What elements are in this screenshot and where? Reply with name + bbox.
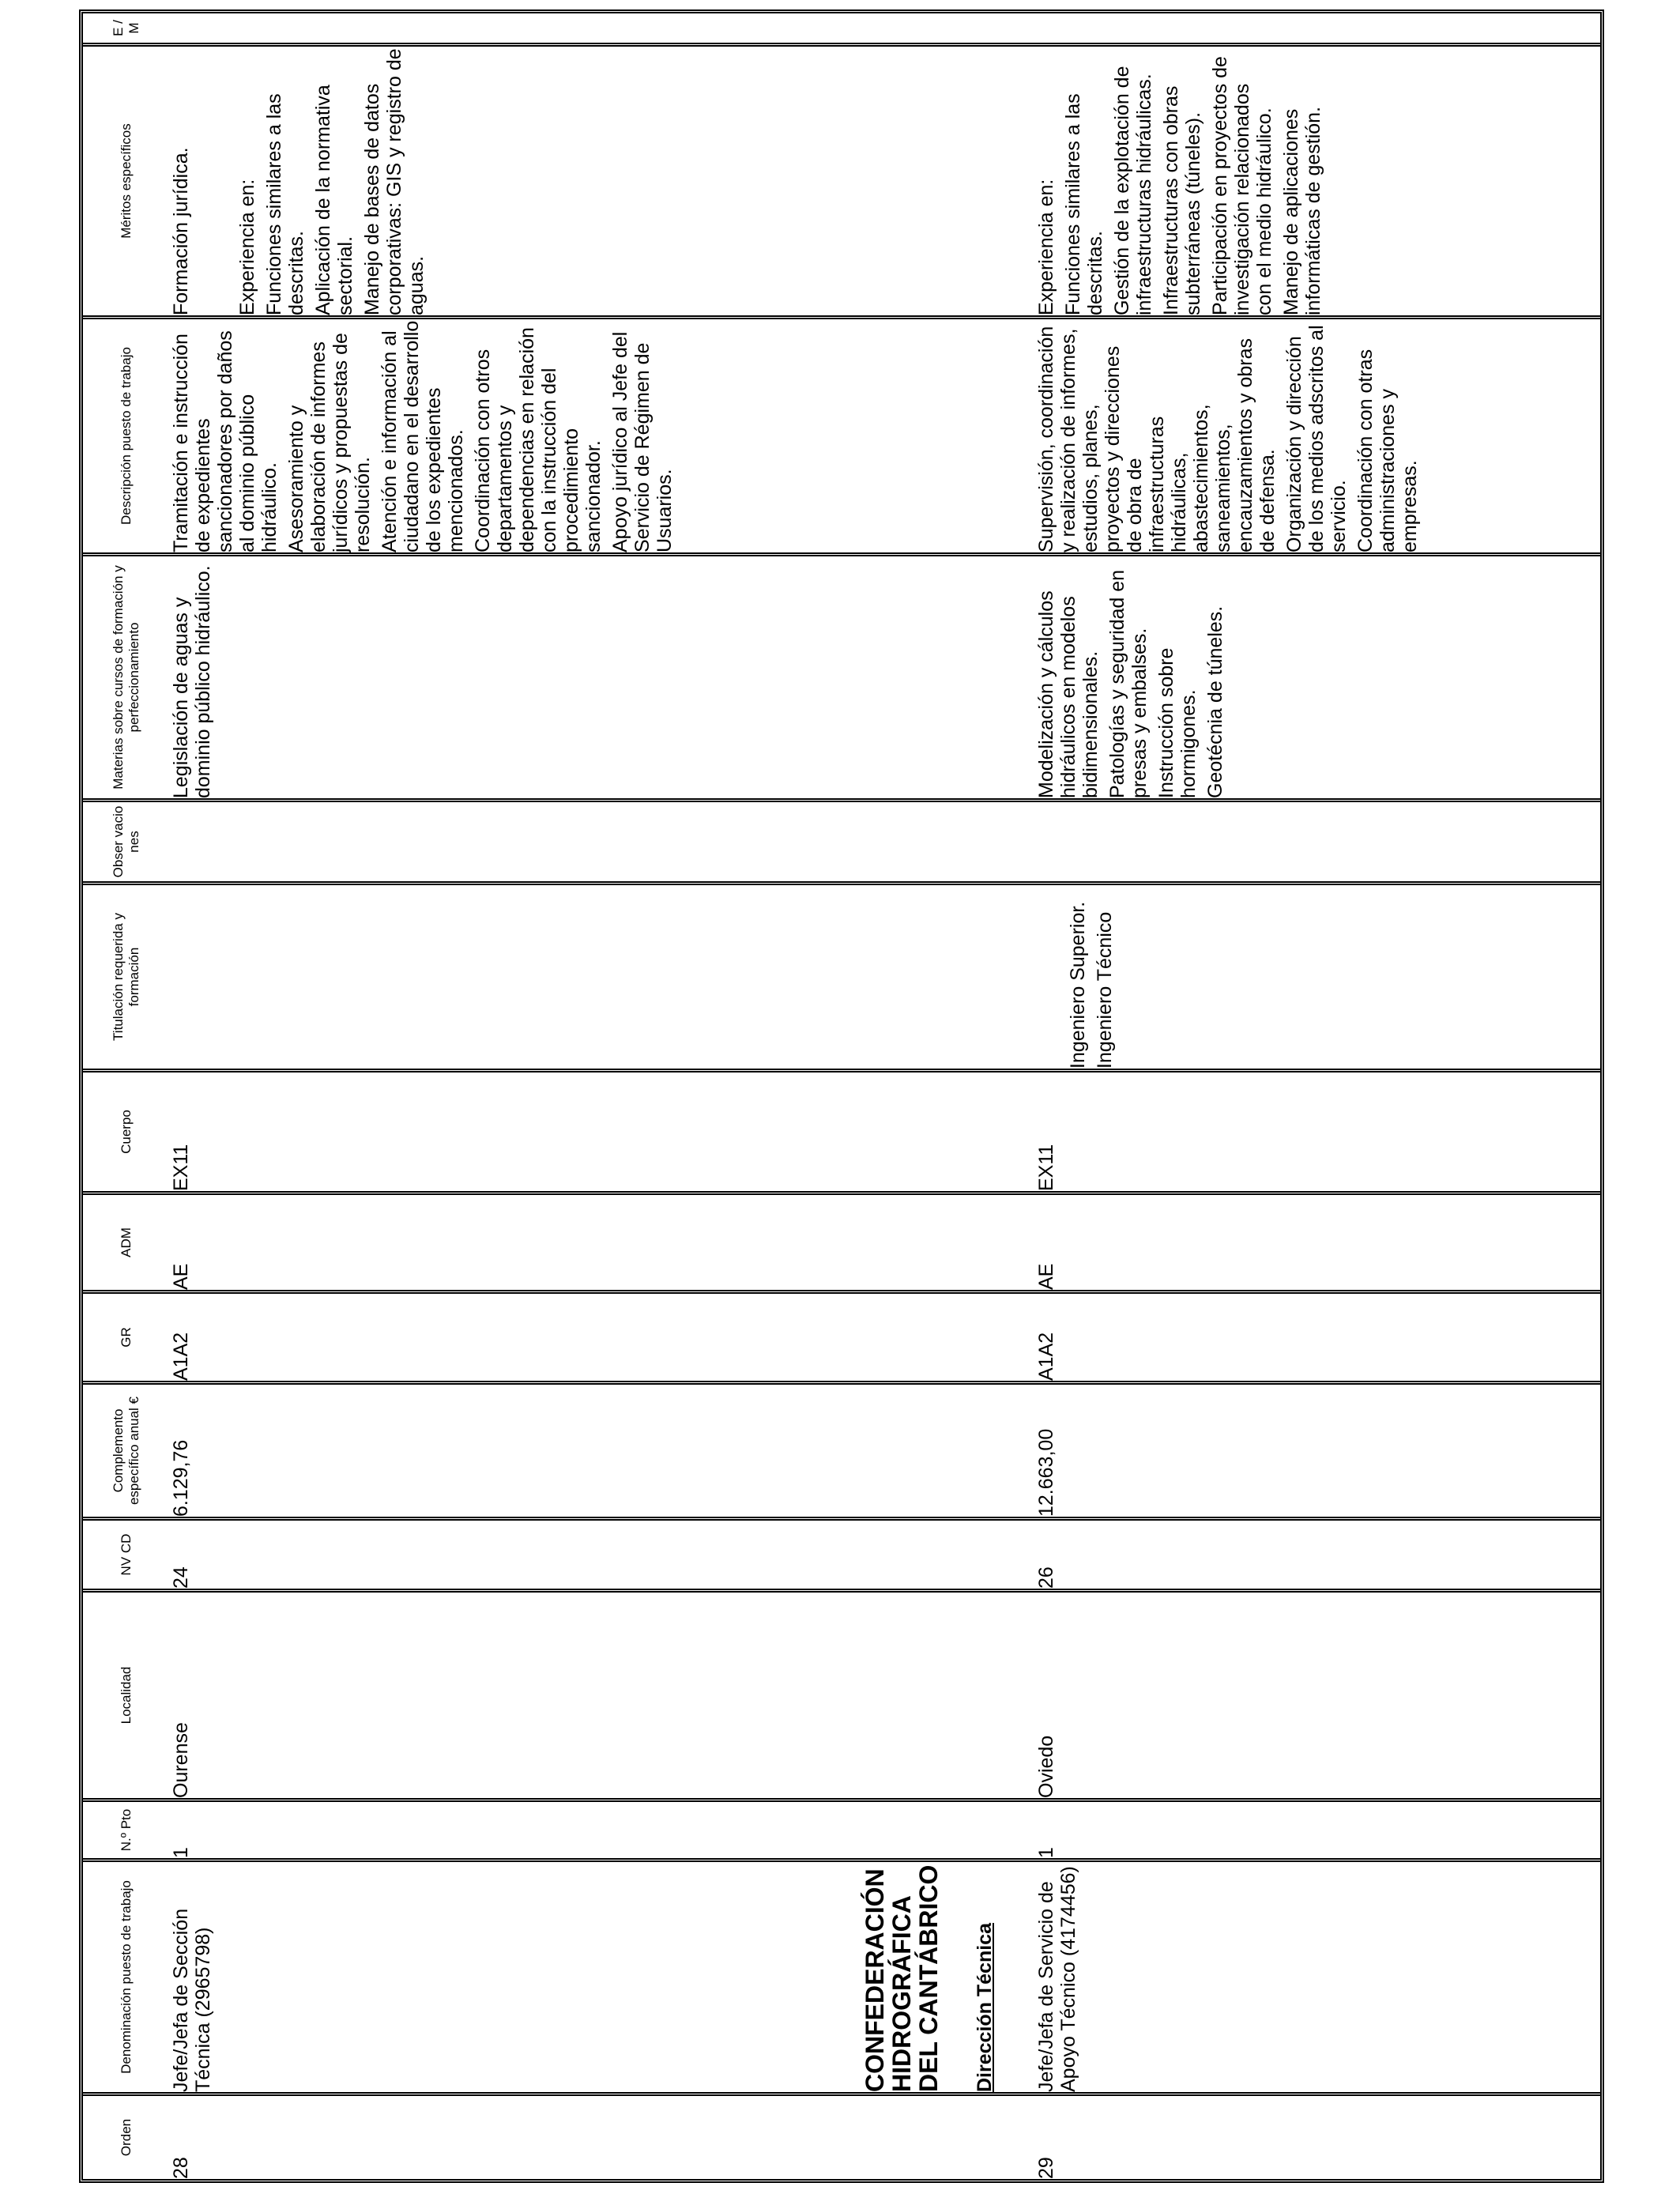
complemento-cell: [170, 1381, 1600, 1517]
localidad-cell: [170, 1589, 1600, 1798]
header-observaciones: Obser vacio nes: [83, 798, 170, 881]
descripcion-cell: [170, 315, 1600, 552]
descripcion-item: Organización y dirección de los medios adscritos al servicio.: [1283, 325, 1350, 552]
descripcion-item: Supervisión, coordinación y realización de informes, estudios, planes, proyectos y direcciones de obra de infraestructuras hidráulicas, abastecimientos, saneamientos, encauzamientos y obras de defensa.: [1035, 326, 1279, 552]
em-cell: [170, 13, 1600, 43]
header-em: E / M: [111, 20, 141, 36]
descripcion-item: Tramitación e instrucción de expedientes sancionadores por daños al dominio público hidráulico.: [170, 330, 281, 552]
gr-cell: [170, 1290, 1600, 1381]
gr-value: A1A2: [1035, 1332, 1057, 1381]
meritos-item: Aplicación de la normativa sectorial.: [312, 85, 356, 315]
header-titulacion: Titulación requerida y formación: [83, 881, 170, 1069]
cuerpo-value: EX11: [170, 1144, 192, 1191]
header-meritos: Méritos específicos: [83, 43, 170, 315]
section-title: CONFEDERACIÓN HIDROGRÁFICA DEL CANTÁBRICO: [861, 1864, 943, 2092]
header-orden: Orden: [83, 2092, 170, 2179]
orden-value: 29: [1035, 2157, 1057, 2179]
descripcion-item: Coordinación con otros departamentos y dependencias en relación con la instrucción del procedimiento sancionador.: [472, 327, 605, 552]
titulacion-cell: [170, 881, 1600, 1069]
meritos-intro: Formación jurídica.: [170, 147, 192, 315]
complemento-value: 6.129,76: [170, 1439, 192, 1517]
materias-item: Geotécnia de túneles.: [1204, 605, 1226, 798]
materias-item: Modelización y cálculos hidráulicos en modelos bidimensionales.: [1035, 590, 1102, 798]
adm-cell: [170, 1191, 1600, 1290]
header-complemento: Complemento específico anual €: [83, 1381, 170, 1517]
header-descripcion: Descripción puesto de trabajo: [83, 315, 170, 552]
rotated-table-container: [79, 17, 1604, 2183]
denominacion-value: Jefe/Jefa de Sección Técnica (2965798): [170, 1908, 214, 2092]
header-nv-cd: NV CD: [83, 1517, 170, 1589]
meritos-item: Infraestructuras con obras subterráneas (túneles).: [1160, 85, 1204, 315]
complemento-value: 12.663,00: [1035, 1428, 1057, 1517]
descripcion-item: Coordinación con otras administraciones y empresas.: [1354, 349, 1421, 552]
table-row: [170, 13, 1600, 2179]
denominacion-value: Jefe/Jefa de Servicio de Apoyo Técnico (4174456): [1035, 1866, 1079, 2092]
n-pto-value: 1: [170, 1847, 192, 1858]
observaciones-cell: [170, 798, 1600, 881]
n-pto-cell: [170, 1798, 1600, 1858]
adm-value: AE: [170, 1263, 192, 1290]
descripcion-item: Atención e información al ciudadano en el desarrollo de los expedientes mencionados.: [379, 320, 467, 552]
header-row: [83, 13, 170, 2179]
positions-table: [79, 9, 1604, 2183]
meritos-item: Funciones similares a las descritas.: [263, 93, 307, 315]
localidad-value: Ourense: [170, 1722, 192, 1798]
denominacion-cell: [170, 1858, 1600, 2092]
meritos-item: Manejo de aplicaciones informáticas de gestión.: [1280, 106, 1324, 315]
cuerpo-value: EX11: [1035, 1144, 1057, 1191]
header-n-pto: N.º Pto: [83, 1798, 170, 1858]
n-pto-value: 1: [1035, 1847, 1057, 1858]
cuerpo-cell: [170, 1069, 1600, 1191]
nv-cd-cell: [170, 1517, 1600, 1589]
descripcion-item: Apoyo jurídico al Jefe del Servicio de Régimen de Usuarios.: [609, 331, 676, 552]
titulacion-item: Ingeniero Superior.: [1067, 901, 1089, 1069]
titulacion-item: Ingeniero Técnico: [1094, 911, 1116, 1069]
adm-value: AE: [1035, 1263, 1057, 1290]
meritos-cell: [170, 43, 1600, 315]
meritos-item: Participación en proyectos de investigación relacionados con el medio hidráulico.: [1209, 56, 1275, 315]
meritos-item: Gestión de la explotación de infraestructuras hidráulicas.: [1111, 66, 1155, 315]
meritos-item: Manejo de bases de datos corporativas: GIS y registro de aguas.: [361, 48, 428, 315]
header-adm: ADM: [83, 1191, 170, 1290]
meritos-item: Funciones similares a las descritas.: [1062, 93, 1106, 315]
materias-cell: [170, 552, 1600, 798]
header-materias: Materias sobre cursos de formación y perfeccionamiento: [83, 552, 170, 798]
localidad-value: Oviedo: [1035, 1735, 1057, 1798]
orden-value: 28: [170, 2157, 192, 2179]
materias-item: Patologías y seguridad en presas y embalses.: [1106, 569, 1151, 798]
materias-item: Legislación de aguas y dominio público hidráulico.: [170, 565, 214, 798]
gr-value: A1A2: [170, 1332, 192, 1381]
header-gr: GR: [83, 1290, 170, 1381]
meritos-item: Experiencia en:: [236, 179, 258, 315]
descripcion-item: Asesoramiento y elaboración de informes jurídicos y propuestas de resolución.: [285, 333, 374, 552]
nv-cd-value: 26: [1035, 1566, 1057, 1589]
nv-cd-value: 24: [170, 1566, 192, 1589]
header-localidad: Localidad: [83, 1589, 170, 1798]
materias-item: Instrucción sobre hormigones.: [1155, 647, 1200, 798]
section-subtitle: Dirección Técnica: [974, 1923, 996, 2092]
header-cuerpo: Cuerpo: [83, 1069, 170, 1191]
header-denominacion: Denominación puesto de trabajo: [83, 1858, 170, 2092]
orden-cell: [170, 2092, 1600, 2179]
meritos-item: Experiencia en:: [1035, 179, 1057, 315]
